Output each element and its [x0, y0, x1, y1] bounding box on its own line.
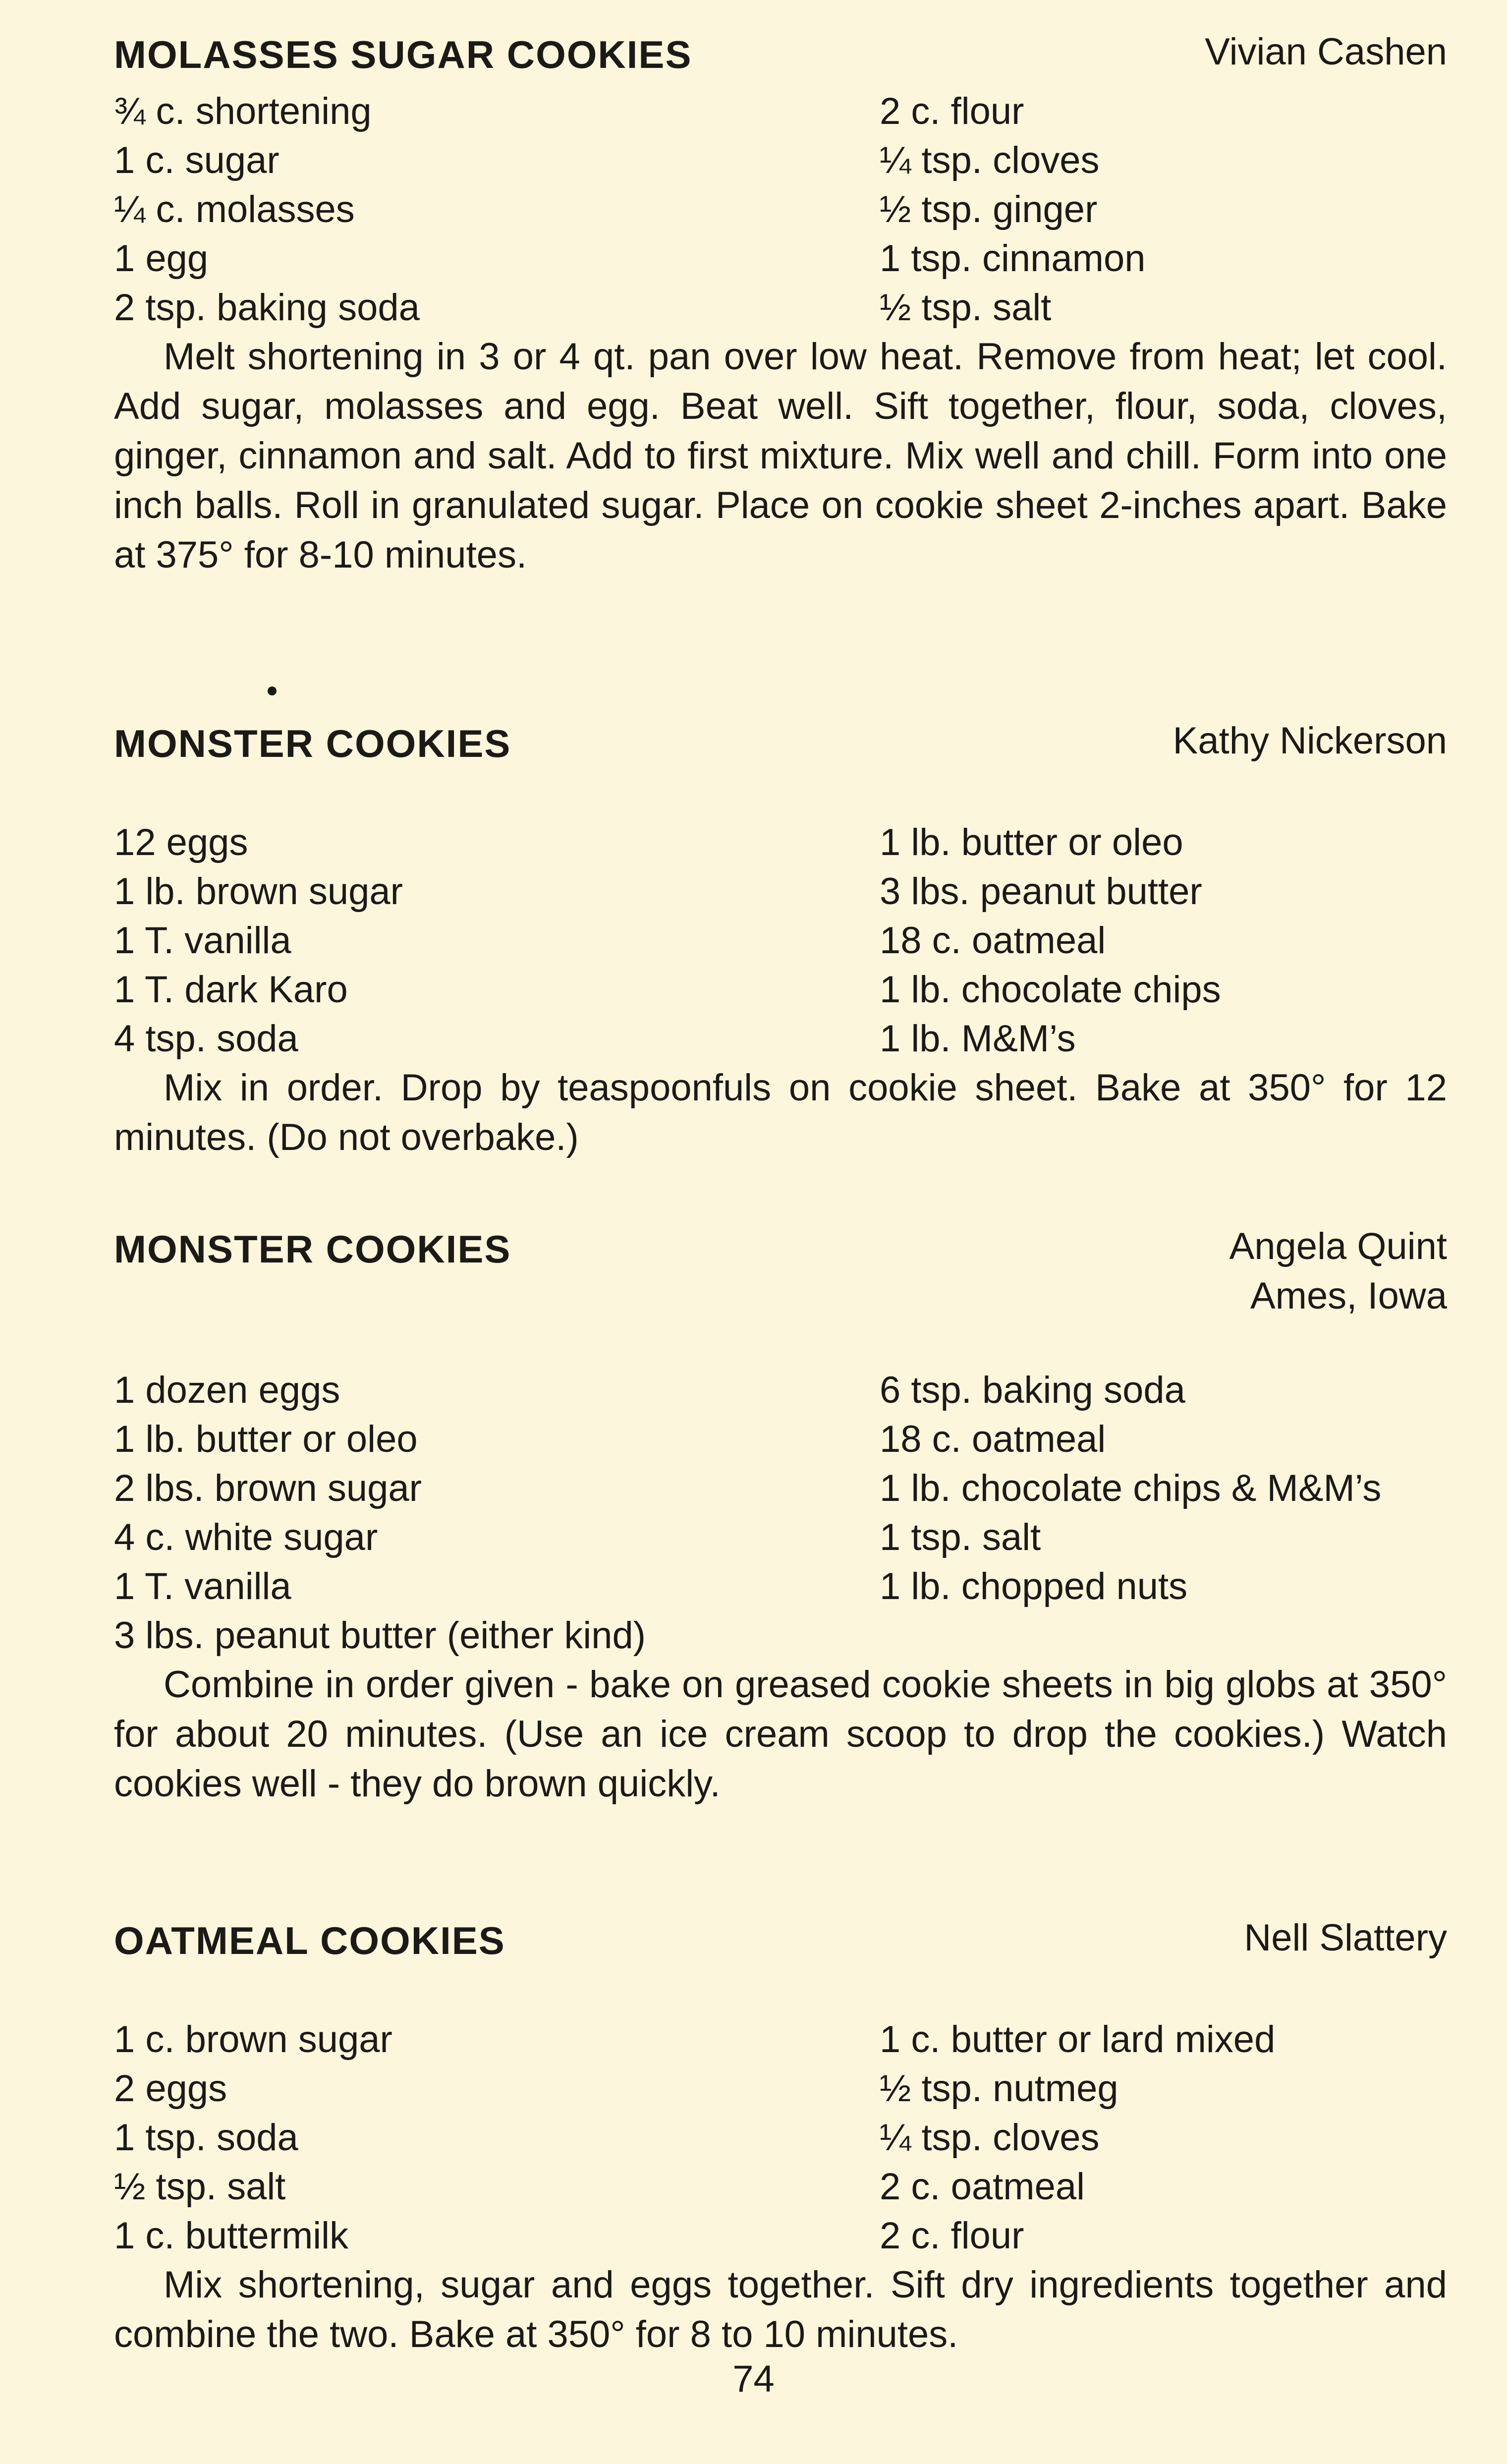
- ingredient-column-left: [114, 818, 403, 1063]
- recipe-oatmeal-cookies: [114, 1913, 1447, 2359]
- recipe-author: [1205, 27, 1447, 77]
- recipe-title: OATMEAL COOKIES: [114, 1919, 505, 1962]
- author-name: Kathy Nickerson: [1172, 720, 1447, 762]
- recipe-monster-cookies-nickerson: [114, 716, 1447, 1162]
- recipe-title: MONSTER COOKIES: [114, 722, 511, 765]
- ingredient: 1 lb. M&M’s: [880, 1018, 1076, 1060]
- page-number: 74: [732, 2358, 775, 2400]
- ingredient: 2 eggs: [114, 2067, 227, 2110]
- ingredient: ½ tsp. nutmeg: [880, 2067, 1118, 2110]
- recipe-header: [114, 716, 1447, 776]
- ingredient: 1 T. vanilla: [114, 919, 291, 962]
- ingredient: 1 egg: [114, 237, 209, 280]
- ingredient-column-right: [880, 87, 1146, 332]
- ingredient-list: [114, 1366, 1447, 1611]
- recipe-author: [1229, 1222, 1447, 1321]
- recipe-header: [114, 1913, 1447, 1973]
- ingredient: 1 T. dark Karo: [114, 969, 348, 1011]
- ingredient: 1 tsp. salt: [880, 1516, 1041, 1558]
- ingredient: ¼ c. molasses: [114, 188, 355, 230]
- ingredient: ½ tsp. salt: [114, 2166, 286, 2208]
- recipe-title: MONSTER COOKIES: [114, 1227, 511, 1271]
- recipe-author: [1173, 716, 1447, 766]
- ingredient: 1 c. sugar: [114, 139, 279, 181]
- author-location: Ames, Iowa: [1250, 1275, 1447, 1317]
- ingredient: 2 c. flour: [880, 2215, 1024, 2257]
- ingredient: ¼ tsp. cloves: [880, 2117, 1100, 2159]
- ingredient: 2 tsp. baking soda: [114, 287, 420, 329]
- ingredient-column-left: [114, 87, 420, 332]
- bullet-dot: [268, 687, 277, 695]
- ingredient: 2 c. flour: [880, 90, 1024, 132]
- ingredient: 4 tsp. soda: [114, 1018, 298, 1060]
- ingredient-column-right: [880, 818, 1221, 1063]
- ingredient: 18 c. oatmeal: [880, 919, 1106, 962]
- ingredient-list: [114, 818, 1447, 1063]
- ingredient: ¾ c. shortening: [114, 90, 372, 132]
- ingredient: 1 lb. butter or oleo: [114, 1418, 418, 1460]
- ingredient: 1 lb. chopped nuts: [880, 1565, 1188, 1607]
- ingredient: 1 tsp. soda: [114, 2117, 298, 2159]
- recipe-directions: Mix shortening, sugar and eggs together. Sift dry ingredients together and combine the two. Bake at 350° for 8 to 10 minutes.: [114, 2264, 1447, 2355]
- ingredient: 3 lbs. peanut butter: [880, 870, 1202, 913]
- recipe-directions: Melt shortening in 3 or 4 qt. pan over low heat. Remove from heat; let cool. Add sugar, molasses and egg. Beat well. Sift together, flour, soda, cloves, ginger, cinnamon and salt. Add to first mixture. Mix well and chill. Form into one inch balls. Roll in granulated sugar. Place on cookie sheet 2-inches apart. Bake at 375° for 8-10 minutes.: [114, 336, 1447, 576]
- author-name: Vivian Cashen: [1205, 31, 1447, 73]
- recipe-molasses-sugar-cookies: [114, 27, 1447, 580]
- recipe-header: [114, 1222, 1447, 1321]
- ingredient: 18 c. oatmeal: [880, 1418, 1106, 1460]
- recipe-monster-cookies-quint: [114, 1222, 1447, 1809]
- ingredient: 2 c. oatmeal: [880, 2166, 1085, 2208]
- ingredient: ½ tsp. salt: [880, 287, 1052, 329]
- ingredient: 1 dozen eggs: [114, 1369, 340, 1411]
- ingredient-list: [114, 2015, 1447, 2260]
- ingredient: 1 c. butter or lard mixed: [880, 2018, 1276, 2061]
- ingredient: 1 lb. brown sugar: [114, 870, 403, 913]
- ingredient: 3 lbs. peanut butter (either kind): [114, 1614, 646, 1657]
- author-name: Nell Slattery: [1244, 1917, 1447, 1959]
- ingredient: 1 c. buttermilk: [114, 2215, 349, 2257]
- ingredient: 4 c. white sugar: [114, 1516, 378, 1558]
- ingredient-list: [114, 87, 1447, 332]
- ingredient: ½ tsp. ginger: [880, 188, 1098, 230]
- author-name: Angela Quint: [1229, 1225, 1447, 1267]
- ingredient: 2 lbs. brown sugar: [114, 1467, 422, 1509]
- recipe-author: [1244, 1913, 1447, 1963]
- ingredient: ¼ tsp. cloves: [880, 139, 1100, 181]
- ingredient: 1 lb. chocolate chips: [880, 969, 1221, 1011]
- ingredient-column-right: [880, 1366, 1381, 1611]
- ingredient: 1 lb. butter or oleo: [880, 821, 1183, 863]
- ingredient: 1 lb. chocolate chips & M&M’s: [880, 1467, 1382, 1509]
- ingredient: 1 tsp. cinnamon: [880, 237, 1146, 280]
- recipe-directions: Mix in order. Drop by teaspoonfuls on cookie sheet. Bake at 350° for 12 minutes. (Do not overbake.): [114, 1067, 1447, 1158]
- ingredient: 6 tsp. baking soda: [880, 1369, 1185, 1411]
- ingredient: 12 eggs: [114, 821, 248, 863]
- recipe-title: MOLASSES SUGAR COOKIES: [114, 33, 692, 76]
- recipe-directions: Combine in order given - bake on greased cookie sheets in big globs at 350° for about 20 minutes. (Use an ice cream scoop to drop the cookies.) Watch cookies well - they do brown quickly.: [114, 1663, 1447, 1805]
- ingredient: 1 c. brown sugar: [114, 2018, 392, 2061]
- ingredient-column-right: [880, 2015, 1275, 2260]
- ingredient-column-left: [114, 1366, 422, 1611]
- ingredient: 1 T. vanilla: [114, 1565, 291, 1607]
- ingredient-column-left: [114, 2015, 392, 2260]
- recipe-header: [114, 27, 1447, 87]
